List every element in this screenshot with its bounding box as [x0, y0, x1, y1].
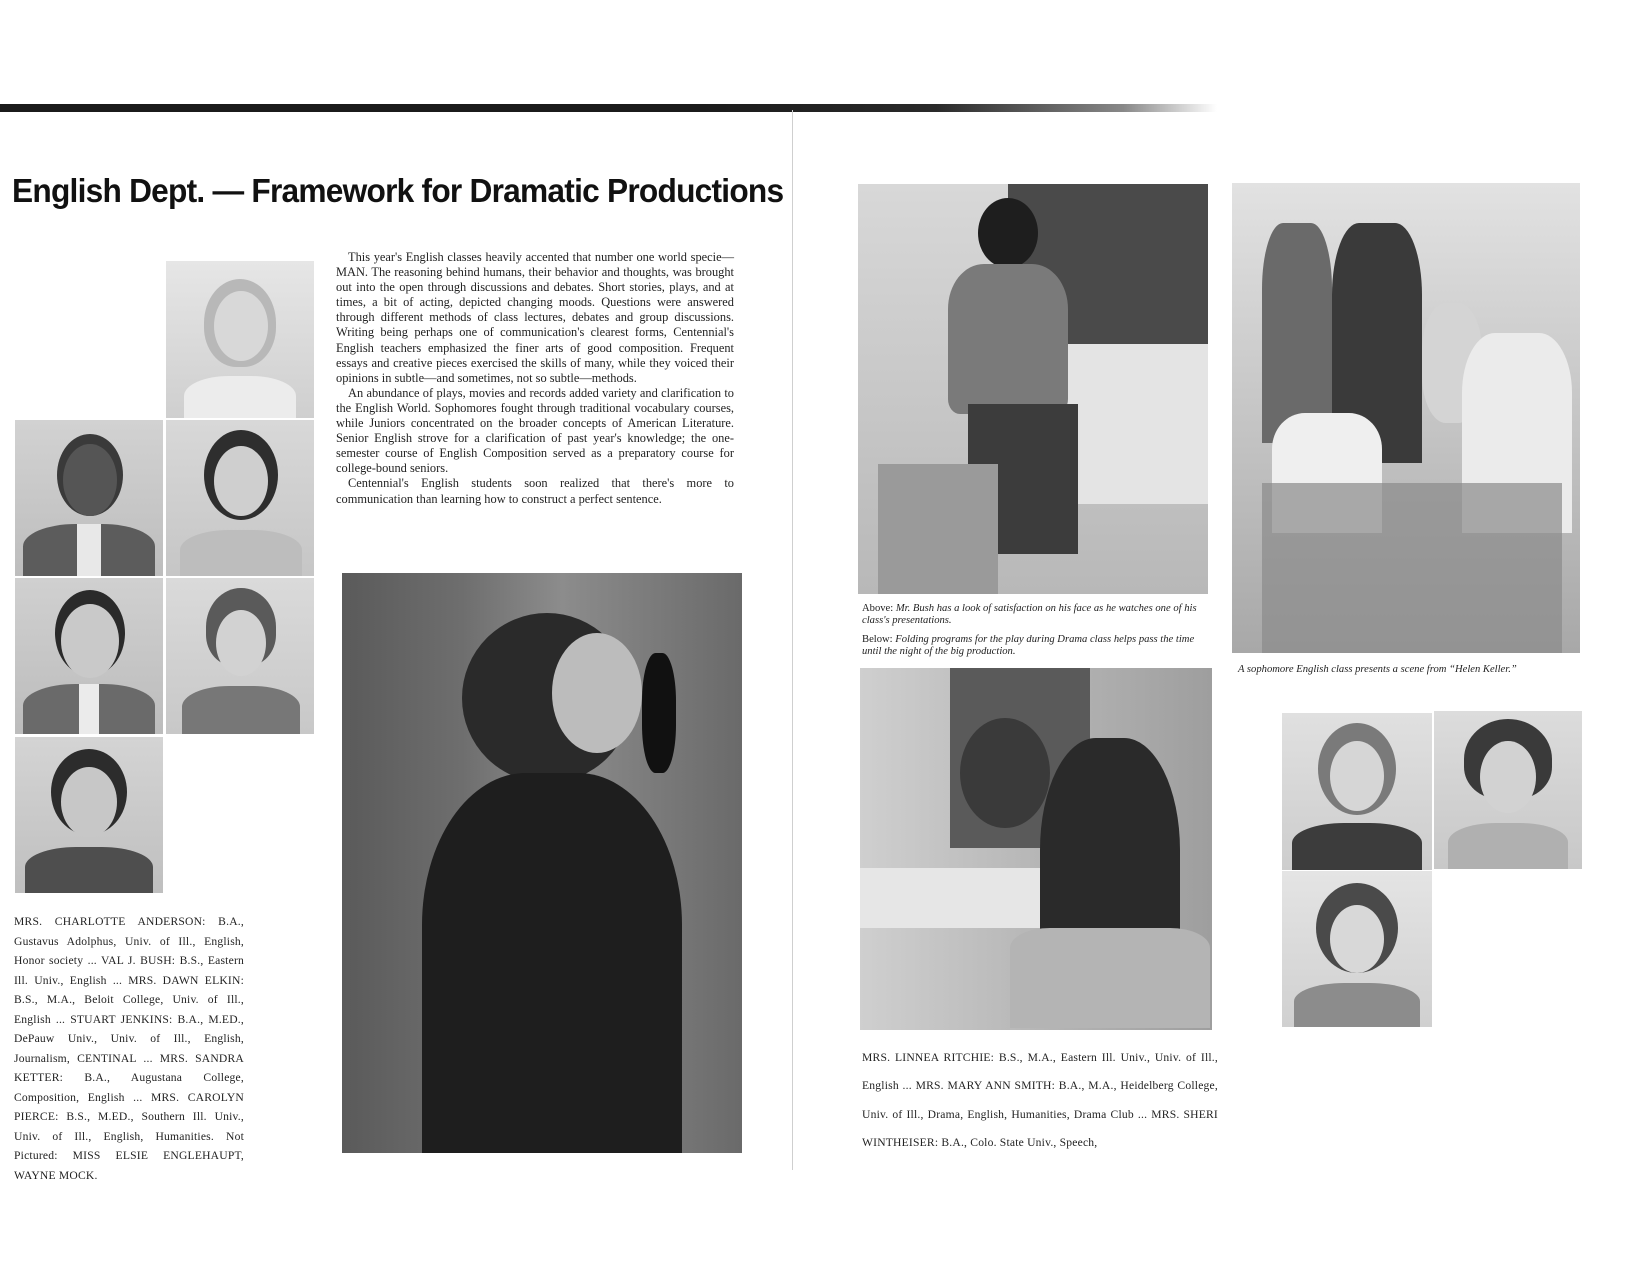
drama-class-mirror-photo [860, 668, 1212, 1030]
article-body [336, 250, 734, 507]
caption-above-lead: Above: [862, 603, 894, 614]
portrait-elkin [166, 420, 314, 576]
book-gutter [792, 110, 793, 1170]
article-paragraph: An abundance of plays, movies and records added variety and clarification to the English World. Sophomores fought through traditional vocabulary courses, while Juniors concentrated on the broader concepts of American Literature. Senior English strove for a clarification of past year's knowledge; the one-semester course of English Composition served as a preparatory course for college-bound seniors. [336, 385, 734, 476]
caption-below-text: Folding programs for the play during Drama class helps pass the time until the night of the big production. [862, 634, 1195, 657]
portrait-anderson [166, 261, 314, 418]
page-title: English Dept. — Framework for Dramatic Productions [12, 172, 784, 209]
portrait-smith [1434, 711, 1582, 869]
teacher-on-desk-photo [858, 184, 1208, 594]
student-speaking-photo [342, 573, 742, 1153]
caption-below-lead: Below: [862, 634, 893, 645]
portrait-ketter [166, 578, 314, 734]
portrait-jenkins [15, 578, 163, 734]
faculty-bio-right: MRS. LINNEA RITCHIE: B.S., M.A., Eastern Ill. Univ., Univ. of Ill., English ... MRS. MARY ANN SMITH: B.A., M.A., Heidelberg College, Univ. of Ill., Drama, English, Humanities, Drama Club ... MRS. SHERI WINTHEISER: B.A., Colo. State Univ., Speech, [862, 1051, 1218, 1149]
caption-class-scene: A sophomore English class presents a scene from “Helen Keller.” [1238, 664, 1517, 675]
portrait-wintheiser [1282, 871, 1432, 1027]
article-paragraph: This year's English classes heavily accented that number one world specie—MAN. The reasoning behind humans, their behavior and thoughts, was brought out into the open through discussions and debates. Short stories, plays, and at times, a bit of acting, depicted changing moods. Questions were answered through different methods of class lectures, debates and group discussions. Writing being perhaps one of communication's clearest forms, Centennial's English teachers emphasized the finer arts of good composition. Frequent essays and creative pieces exercised the skills of many, while they voiced their opinions in subtle—and sometimes, not so subtle—methods. [336, 250, 734, 385]
caption-above-text: Mr. Bush has a look of satisfaction on his face as he watches one of his class's presentations. [862, 603, 1197, 626]
caption-below [862, 634, 1212, 658]
portrait-ritchie [1282, 713, 1432, 870]
article-paragraph: Centennial's English students soon realized that there's more to communication than learning how to construct a perfect sentence. [336, 476, 734, 506]
portrait-pierce [15, 737, 163, 893]
caption-above [862, 603, 1212, 627]
portrait-bush [15, 420, 163, 576]
faculty-bio-left: MRS. CHARLOTTE ANDERSON: B.A., Gustavus Adolphus, Univ. of Ill., English, Honor society ... VAL J. BUSH: B.S., Eastern Ill. Univ., English ... MRS. DAWN ELKIN: B.S., M.A., Beloit College, Univ. of Ill., English ... STUART JENKINS: B.A., M.ED., DePauw Univ., Univ. of Ill., English, Journalism, CENTINAL ... MRS. SANDRA KETTER: B.A., Augustana College, Composition, English ... MRS. CAROLYN PIERCE: B.S., M.ED., Southern Ill. Univ., Univ. of Ill., English, Humanities. Not Pictured: MISS ELSIE ENGLEHAUPT, WAYNE MOCK. [14, 915, 244, 1182]
page-top-band [0, 104, 1560, 112]
sophomore-class-scene-photo [1232, 183, 1580, 653]
